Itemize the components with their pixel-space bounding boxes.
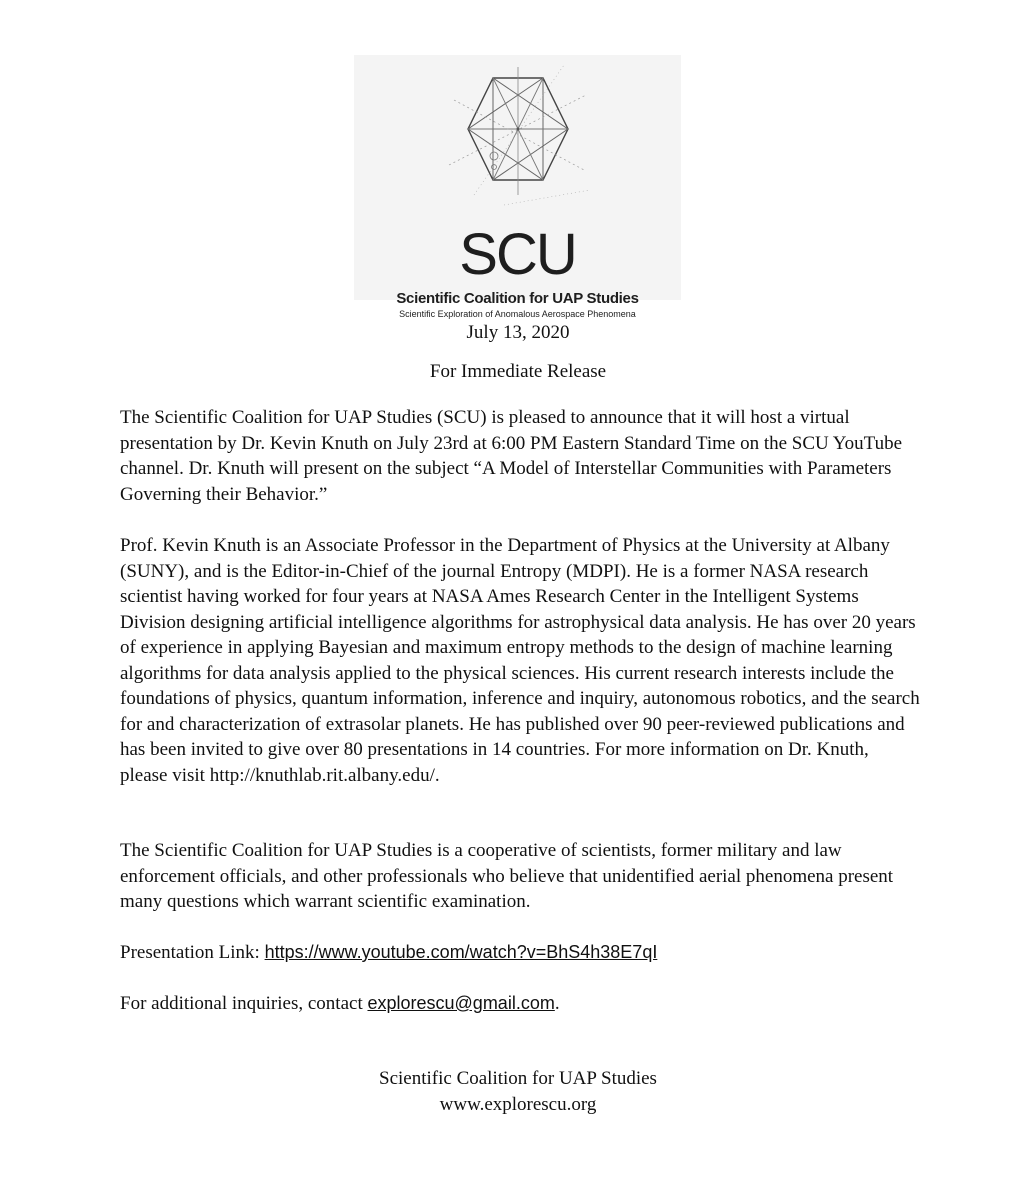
paragraph-announcement: The Scientific Coalition for UAP Studies (SCU) is pleased to announce that it will host a virtual presentation by Dr. Kevin Knuth on July 23rd at 6:00 PM Eastern Standard Time on the SCU YouTube channel. Dr. Knuth will present on the subject “A Model of Interstellar Communities with Parameters Governing their Behavior.” [120,407,902,505]
logo-tagline: Scientific Exploration of Anomalous Aerospace Phenomena [399,309,636,319]
contact-line [120,991,920,1017]
logo-organization-name: Scientific Coalition for UAP Studies [396,290,639,307]
release-type: For Immediate Release [429,361,607,382]
contact-email-link[interactable]: explorescu@gmail.com [367,993,555,1013]
logo [354,55,681,319]
logo-abbreviation: SCU [459,222,576,287]
footer-website: www.explorescu.org [439,1094,597,1115]
presentation-link-line [120,940,920,966]
contact-line-end: . [554,993,560,1014]
paragraph-speaker-bio: Prof. Kevin Knuth is an Associate Professor in the Department of Physics at the University at Albany (SUNY), and is the Editor-in-Chief of the journal Entropy (MDPI). He is a former NASA research scientist having worked for four years at NASA Ames Research Center in the Intelligent Systems Division designing artificial intelligence algorithms for astrophysical data analysis. He has over 20 years of experience in applying Bayesian and maximum entropy methods to the design of machine learning algorithms for data analysis applied to the physical sciences. His current research interests include the foundations of physics, quantum information, inference and inquiry, autonomous robotics, and the search for and characterization of extrasolar planets. He has published over 90 peer-reviewed publications and has been invited to give over 80 presentations in 14 countries. For more information on Dr. Knuth, please visit http://knuthlab.rit.albany.edu/. [120,535,920,786]
presentation-link[interactable]: https://www.youtube.com/watch?v=BhS4h38E7qI [264,942,658,962]
paragraph-about-scu: The Scientific Coalition for UAP Studies is a cooperative of scientists, former military and law enforcement officials, and other professionals who believe that unidentified aerial phenomena present many questions which warrant scientific examination. [120,840,894,912]
contact-label: For additional inquiries, contact [120,993,368,1014]
presentation-link-label: Presentation Link: [120,942,265,963]
release-date: July 13, 2020 [466,322,570,343]
footer-organization: Scientific Coalition for UAP Studies [379,1068,657,1089]
